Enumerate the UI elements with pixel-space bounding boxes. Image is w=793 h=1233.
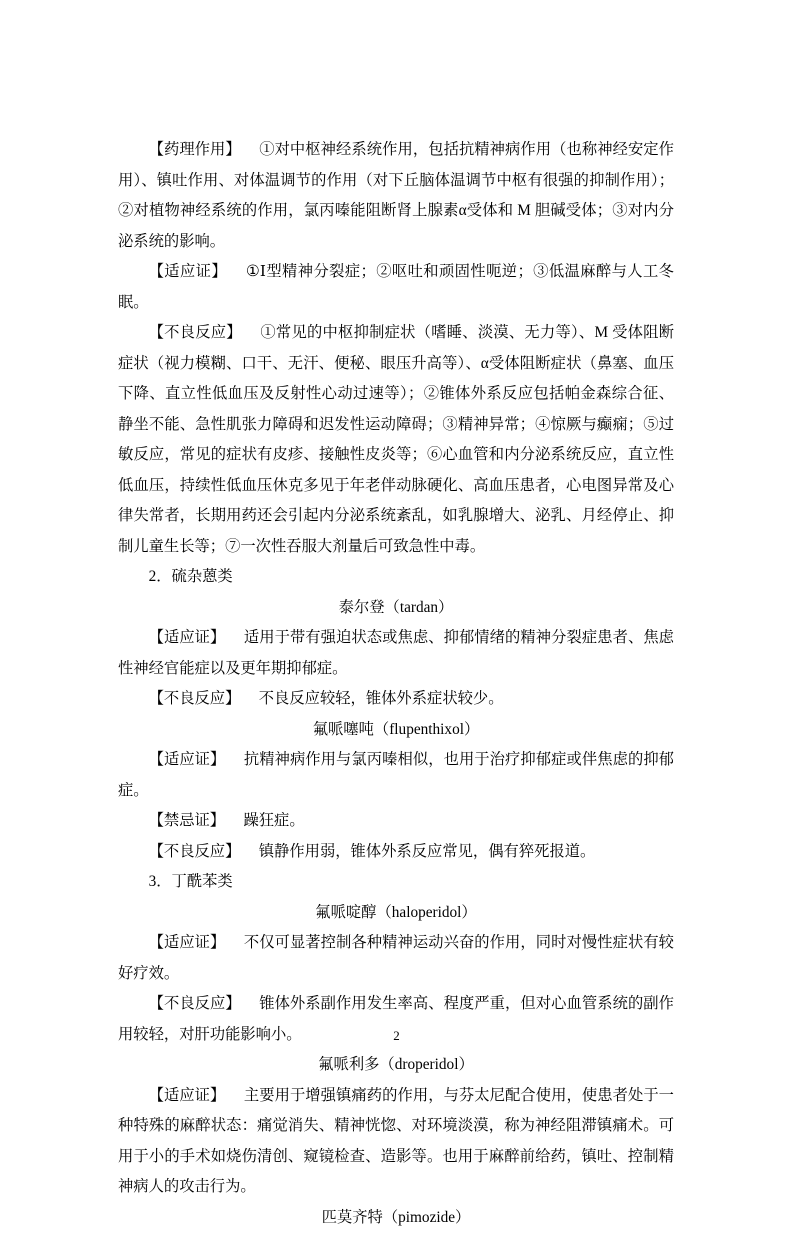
paragraph-text: 不良反应较轻，锥体外系症状较少。 — [259, 690, 504, 707]
paragraph — [118, 1081, 674, 1203]
paragraph — [118, 837, 674, 868]
section-heading: 2．硫杂蒽类 — [118, 562, 674, 593]
paragraph-text: 锥体外系副作用发生率高、程度严重，但对心血管系统的副作用较轻，对肝功能影响小。 — [118, 995, 674, 1043]
section-heading: 3．丁酰苯类 — [118, 867, 674, 898]
paragraph-label: 【适应证】 — [149, 263, 227, 280]
paragraph-text: 不仅可显著控制各种精神运动兴奋的作用，同时对慢性症状有较好疗效。 — [118, 934, 674, 982]
drug-heading: 氟哌利多（droperidol） — [118, 1050, 674, 1081]
paragraph — [118, 318, 674, 562]
paragraph-label: 【适应证】 — [149, 1087, 226, 1104]
paragraph — [118, 745, 674, 806]
paragraph-text: 躁狂症。 — [243, 812, 304, 829]
paragraph-text: ①Ⅰ型精神分裂症；②呕吐和顽固性呃逆；③低温麻醉与人工冬眠。 — [118, 263, 674, 311]
paragraph-text: 镇静作用弱，锥体外系反应常见，偶有猝死报道。 — [259, 843, 596, 860]
paragraph-label: 【不良反应】 — [149, 690, 241, 707]
paragraph-text: ①常见的中枢抑制症状（嗜睡、淡漠、无力等）、M 受体阻断症状（视力模糊、口干、无汗、便秘、眼压升高等）、α受体阻断症状（鼻塞、血压下降、直立性低血压及反射性心动过速等）；②锥体外系反应包括帕金森综合征、静坐不能、急性肌张力障碍和迟发性运动障碍；③精神异常；④惊厥与癫痫；⑤过敏反应，常见的症状有皮疹、接触性皮炎等；⑥心血管和内分泌系统反应，直立性低血压，持续性低血压休克多见于年老伴动脉硬化、高血压患者，心电图异常及心律失常者，长期用药还会引起内分泌系统紊乱，如乳腺增大、泌乳、月经停止、抑制儿童生长等；⑦一次性吞服大剂量后可致急性中毒。 — [118, 324, 674, 555]
paragraph-label: 【适应证】 — [149, 751, 226, 768]
paragraph-label: 【适应证】 — [149, 629, 226, 646]
paragraph-label: 【不良反应】 — [149, 843, 241, 860]
paragraph-text: 抗精神病作用与氯丙嗪相似，也用于治疗抑郁症或伴焦虑的抑郁症。 — [118, 751, 674, 799]
paragraph-label: 【禁忌证】 — [149, 812, 226, 829]
paragraph-label: 【不良反应】 — [149, 995, 241, 1012]
paragraph — [118, 928, 674, 989]
paragraph — [118, 806, 674, 837]
paragraph-label: 【药理作用】 — [149, 141, 241, 158]
document-body — [118, 135, 674, 1233]
drug-heading: 泰尔登（tardan） — [118, 593, 674, 624]
paragraph — [118, 257, 674, 318]
paragraph-text: 适用于带有强迫状态或焦虑、抑郁情绪的精神分裂症患者、焦虑性神经官能症以及更年期抑郁症。 — [118, 629, 674, 677]
paragraph-label: 【不良反应】 — [149, 324, 242, 341]
drug-heading: 匹莫齐特（pimozide） — [118, 1203, 674, 1233]
paragraph-text: ①对中枢神经系统作用，包括抗精神病作用（也称神经安定作用）、镇吐作用、对体温调节的作用（对下丘脑体温调节中枢有很强的抑制作用）；②对植物神经系统的作用，氯丙嗪能阻断肾上腺素α受体和 M 胆碱受体；③对内分泌系统的影响。 — [118, 141, 674, 250]
paragraph — [118, 684, 674, 715]
paragraph — [118, 623, 674, 684]
paragraph-text: 主要用于增强镇痛药的作用，与芬太尼配合使用，使患者处于一种特殊的麻醉状态：痛觉消失、精神恍惚、对环境淡漠，称为神经阻滞镇痛术。可用于小的手术如烧伤清创、窥镜检查、造影等。也用于麻醉前给药，镇吐、控制精神病人的攻击行为。 — [118, 1087, 674, 1196]
drug-heading: 氟哌啶醇（haloperidol） — [118, 898, 674, 929]
paragraph — [118, 135, 674, 257]
drug-heading: 氟哌噻吨（flupenthixol） — [118, 715, 674, 746]
page-number: 2 — [0, 1028, 793, 1044]
paragraph-label: 【适应证】 — [149, 934, 226, 951]
